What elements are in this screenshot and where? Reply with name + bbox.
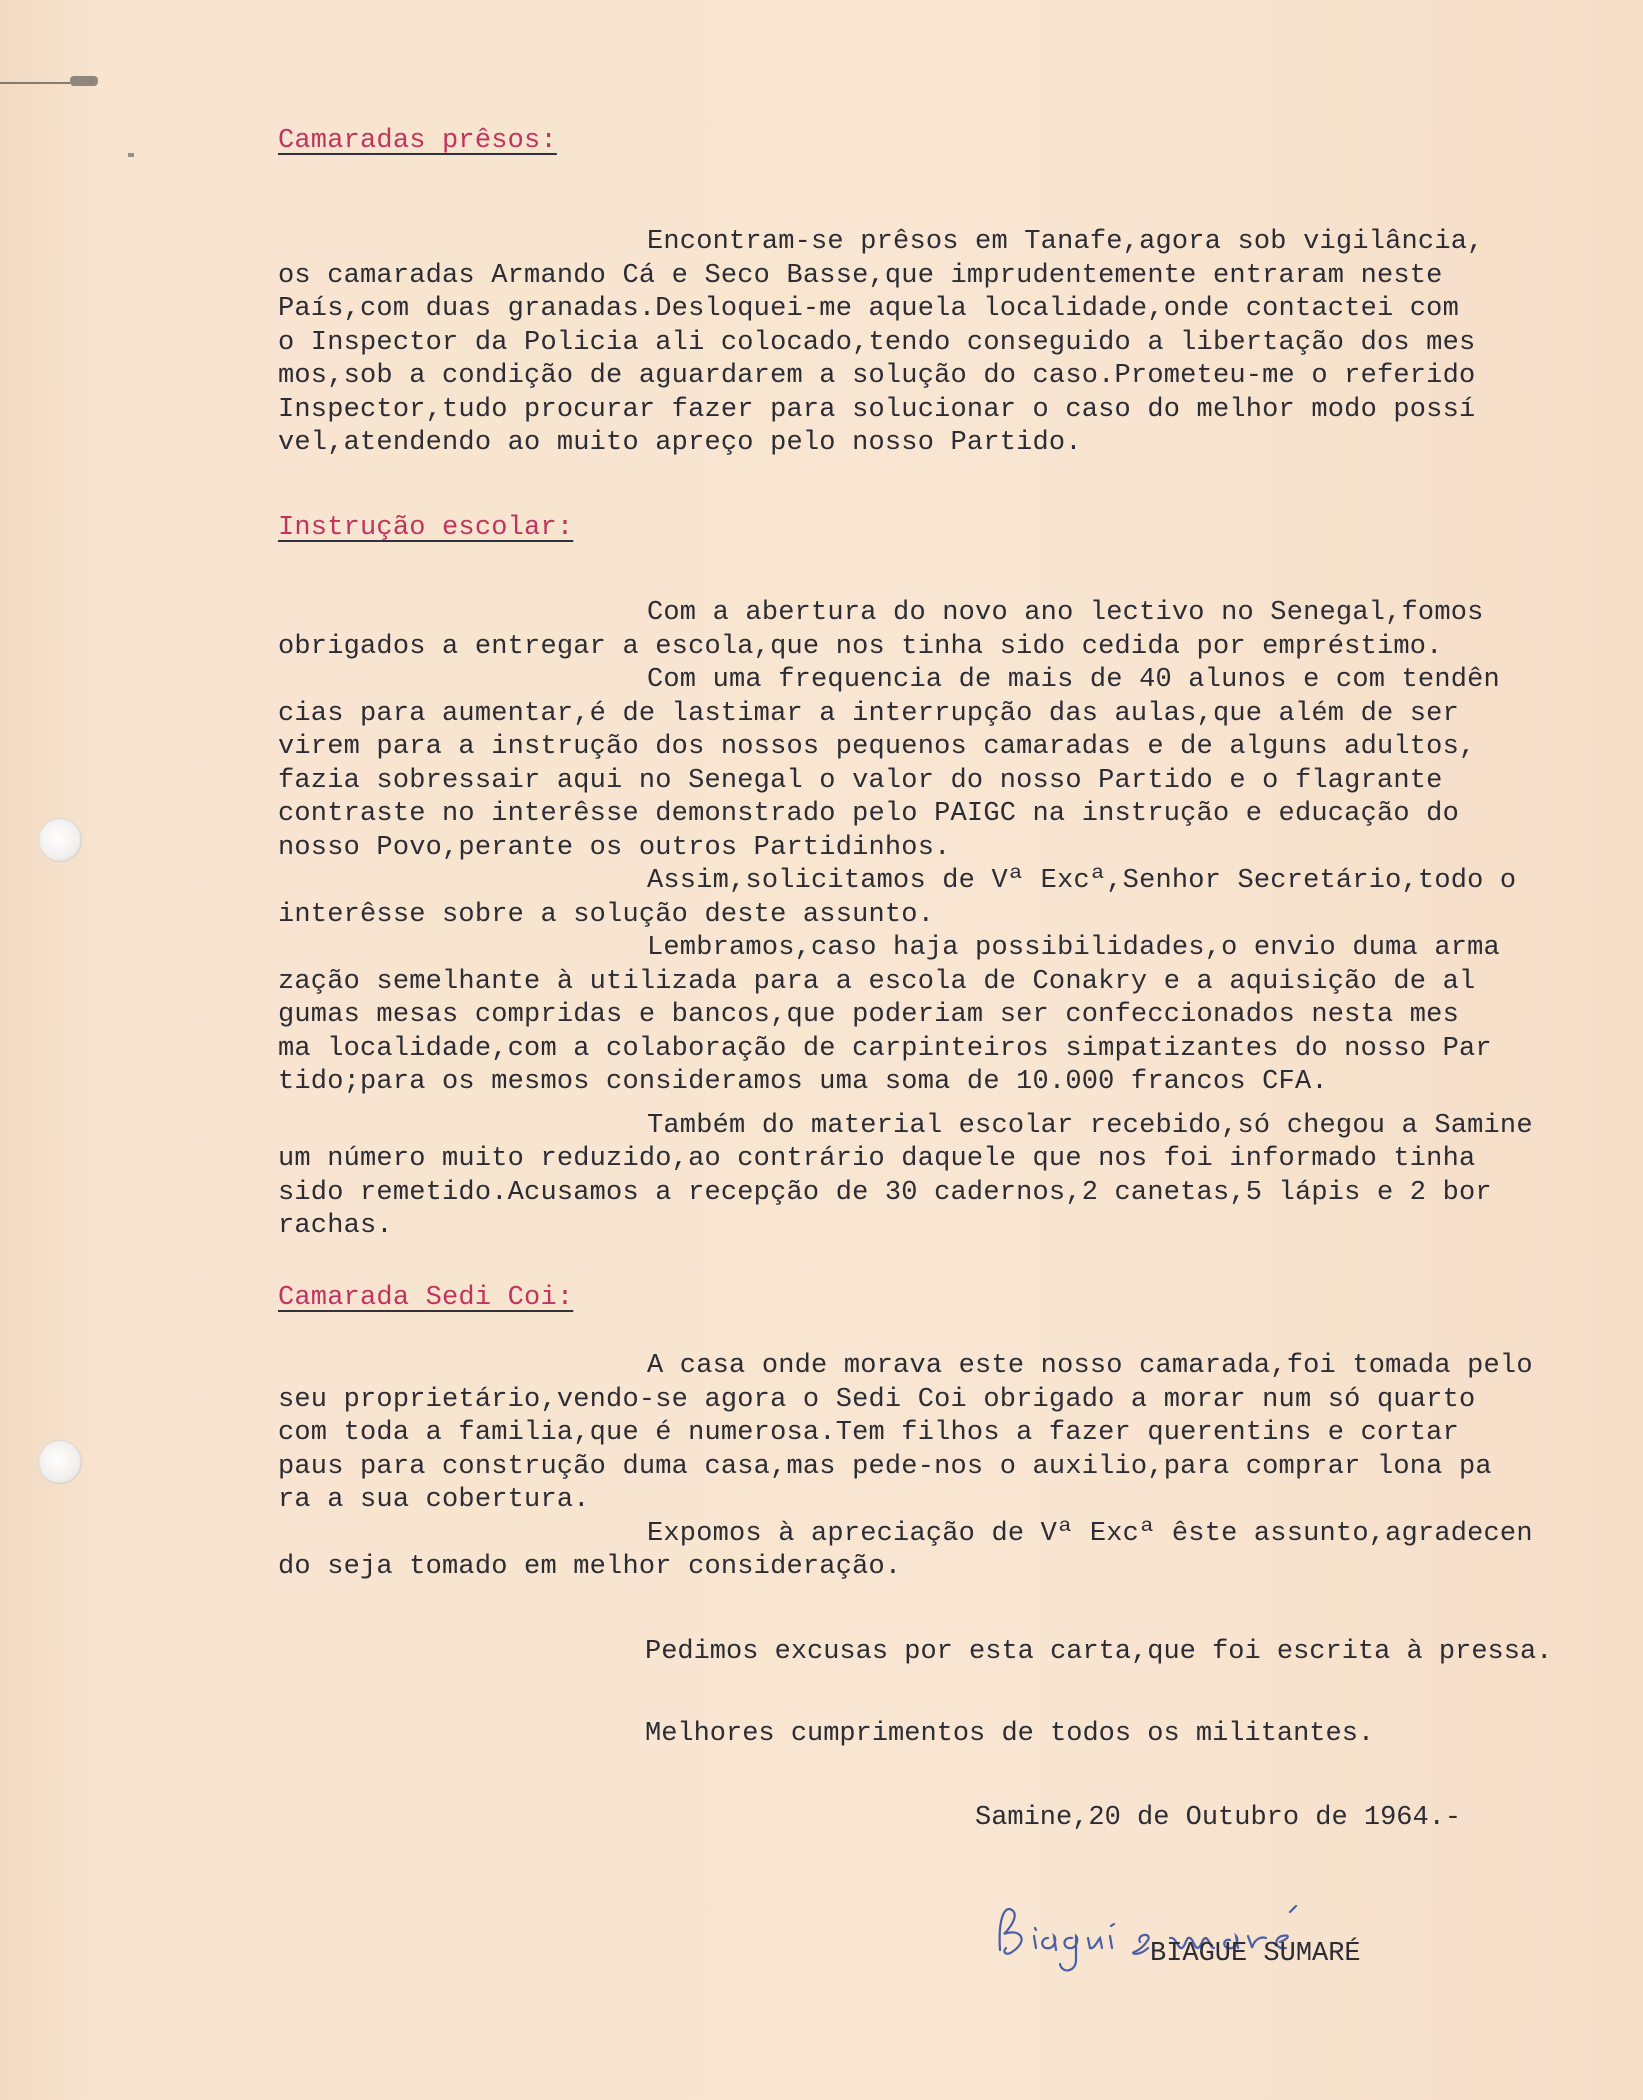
margin-mark	[70, 76, 98, 86]
text-line: Assim,solicitamos de Vª Excª,Senhor Secretário,todo o	[647, 866, 1517, 896]
apology-line: Pedimos excusas por esta carta,que foi escrita à pressa.	[645, 1637, 1553, 1667]
text-line: contraste no interêsse demonstrado pelo PAIGC na instrução e educação do	[278, 799, 1459, 829]
section-body	[278, 226, 1603, 461]
text-line: Lembramos,caso haja possibilidades,o envio duma arma	[647, 933, 1500, 963]
section-heading: Camarada Sedi Coi:	[278, 1283, 574, 1313]
text-line: um número muito reduzido,ao contrário daquele que nos foi informado tinha	[278, 1144, 1476, 1174]
text-line: nosso Povo,perante os outros Partidinhos.	[278, 832, 951, 863]
text-line: Com a abertura do novo ano lectivo no Senegal,fomos	[647, 598, 1484, 628]
text-line: ra a sua cobertura.	[278, 1485, 590, 1515]
section-body	[278, 1350, 1603, 1585]
text-line: vel,atendendo ao muito apreço pelo nosso Partido.	[278, 428, 1082, 458]
text-line: cias para aumentar,é de lastimar a interrupção das aulas,que além de ser	[278, 698, 1459, 729]
text-line: A casa onde morava este nosso camarada,foi tomada pelo	[647, 1351, 1533, 1381]
text-line: sido remetido.Acusamos a recepção de 30 cadernos,2 canetas,5 lápis e 2 bor	[278, 1177, 1492, 1208]
text-line: mos,sob a condição de aguardarem a solução do caso.Prometeu-me o referido	[278, 361, 1476, 391]
text-line: obrigados a entregar a escola,que nos tinha sido cedida por empréstimo.	[278, 631, 1443, 662]
margin-mark	[128, 153, 134, 157]
text-line: Inspector,tudo procurar fazer para solucionar o caso do melhor modo possí	[278, 394, 1476, 425]
text-line: seu proprietário,vendo-se agora o Sedi Coi obrigado a morar num só quarto	[278, 1384, 1476, 1415]
punch-hole	[38, 1440, 82, 1484]
text-line: tido;para os mesmos consideramos uma soma de 10.000 francos CFA.	[278, 1067, 1328, 1097]
greeting-line: Melhores cumprimentos de todos os militantes.	[645, 1719, 1375, 1749]
text-line: com toda a familia,que é numerosa.Tem filhos a fazer querentins e cortar	[278, 1418, 1459, 1448]
text-line: paus para construção duma casa,mas pede-nos o auxilio,para comprar lona pa	[278, 1451, 1492, 1482]
text-line: Também do material escolar recebido,só chegou a Samine	[647, 1110, 1533, 1141]
section-heading: Instrução escolar:	[278, 513, 574, 543]
margin-mark	[0, 82, 70, 84]
section-body	[278, 597, 1603, 1244]
text-line: Expomos à apreciação de Vª Excª êste assunto,agradecen	[647, 1518, 1533, 1549]
text-line: do seja tomado em melhor consideração.	[278, 1552, 902, 1582]
place-date: Samine,20 de Outubro de 1964.-	[975, 1803, 1462, 1833]
text-line: Encontram-se prêsos em Tanafe,agora sob vigilância,	[647, 227, 1484, 257]
text-line: ma localidade,com a colaboração de carpinteiros simpatizantes do nosso Par	[278, 1033, 1492, 1064]
text-line: Com uma frequencia de mais de 40 alunos e com tendên	[647, 665, 1500, 695]
text-line: interêsse sobre a solução deste assunto.	[278, 899, 935, 930]
text-line: fazia sobressair aqui no Senegal o valor do nosso Partido e o flagrante	[278, 765, 1443, 796]
text-line: virem para a instrução dos nossos pequenos camaradas e de alguns adultos,	[278, 732, 1476, 762]
text-line: os camaradas Armando Cá e Seco Basse,que imprudentemente entraram neste	[278, 260, 1443, 291]
text-line: rachas.	[278, 1211, 393, 1241]
text-line: zação semelhante à utilizada para a escola de Conakry e a aquisição de al	[278, 966, 1476, 997]
text-line: gumas mesas compridas e bancos,que poderiam ser confeccionados nesta mes	[278, 1000, 1459, 1030]
signatory-name: BIAGUE SUMARÉ	[1150, 1939, 1361, 1969]
section-heading: Camaradas prêsos:	[278, 126, 557, 156]
text-line: País,com duas granadas.Desloquei-me aquela localidade,onde contactei com	[278, 294, 1459, 324]
text-line: o Inspector da Policia ali colocado,tendo conseguido a libertação dos mes	[278, 327, 1476, 358]
punch-hole	[38, 818, 82, 862]
